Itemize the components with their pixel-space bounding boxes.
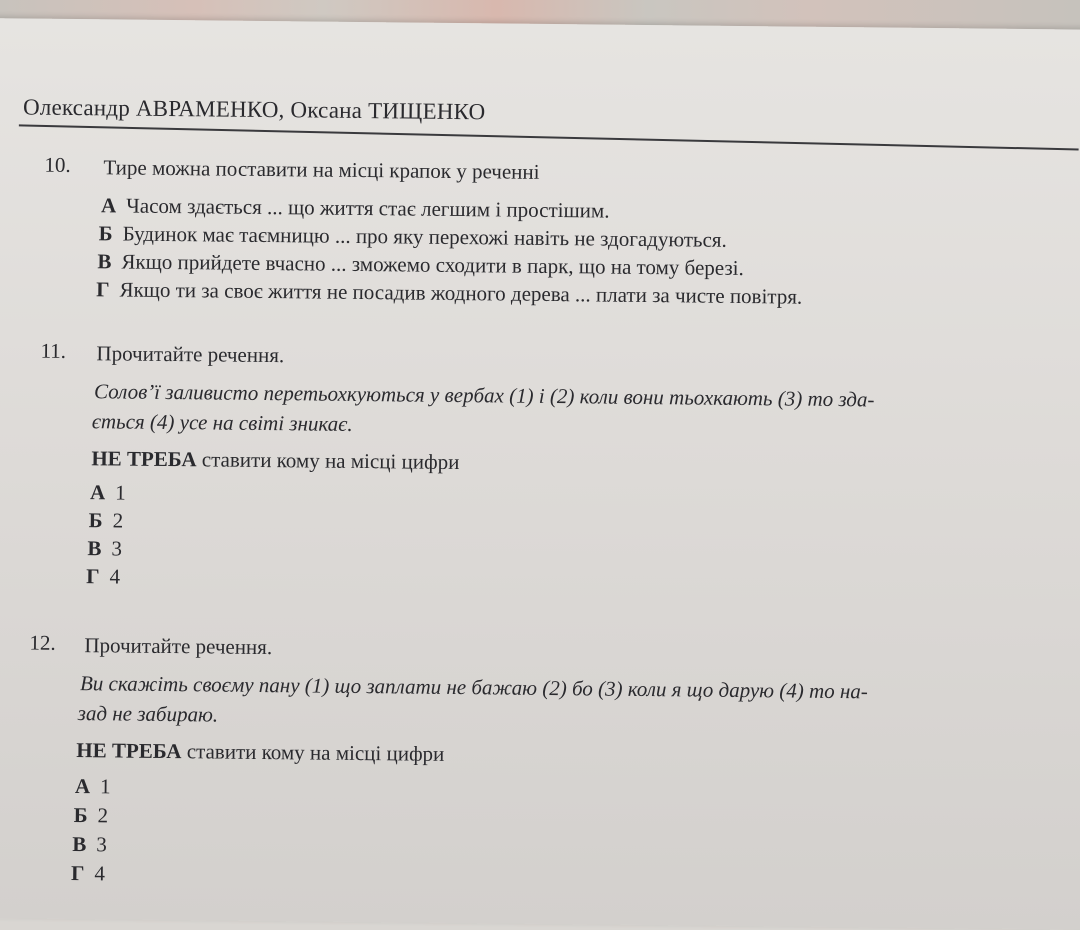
option-text: Якщо прийдете вчасно ... зможемо сходити в парк, що на тому березі. [121, 249, 744, 281]
instruction-bold: НЕ ТРЕБА [76, 738, 182, 764]
book-page [0, 18, 1080, 930]
question-11-sentence-line1: Солов’ї заливисто перетьохкуються у вербах (1) і (2) коли вони тьохкають (3) то зда- [93, 379, 875, 412]
instruction-rest: ставити кому на місці цифри [181, 739, 445, 766]
option-text: 4 [94, 861, 106, 886]
option-letter: В [97, 249, 112, 274]
option-text: Будинок має таємницю ... про яку перехожі навіть не здогадуються. [122, 221, 727, 252]
question-10-option-a [101, 193, 610, 223]
page-header-authors: Олександр АВРАМЕНКО, Оксана ТИЩЕНКО [22, 94, 486, 125]
option-text: 1 [115, 480, 126, 505]
question-10-option-c [97, 249, 744, 281]
option-letter: А [74, 774, 91, 799]
question-11-option-b [89, 508, 124, 533]
header-rule [19, 124, 1079, 150]
question-11-sentence-line2: ється (4) усе на світі зникає. [91, 409, 353, 436]
option-text: 3 [96, 832, 107, 857]
question-11-option-a [90, 480, 126, 505]
question-11-instruction [91, 446, 459, 475]
option-text: 2 [112, 508, 124, 533]
question-12-text: Прочитайте речення. [84, 633, 273, 660]
option-text: Часом здається ... що життя стає легшим і простішим. [126, 193, 610, 223]
option-letter: В [72, 832, 87, 857]
option-letter: Г [86, 564, 100, 589]
question-11-number: 11. [40, 338, 67, 363]
option-text: 1 [100, 774, 111, 799]
option-letter: Б [73, 803, 88, 828]
question-12-option-d [71, 861, 105, 886]
option-text: 4 [109, 564, 121, 589]
question-12-instruction [76, 738, 444, 767]
question-12-option-a [75, 774, 111, 799]
question-11-text: Прочитайте речення. [96, 341, 285, 368]
question-10-option-b [99, 221, 727, 253]
question-12-sentence-line1: Ви скажіть своєму пану (1) що заплати не бажаю (2) бо (3) коли я що дарую (4) то на- [79, 671, 868, 704]
question-12-sentence-line2: зад не забираю. [77, 701, 219, 727]
question-12-option-c [72, 832, 107, 857]
option-letter: А [100, 193, 117, 218]
option-letter: Б [98, 221, 113, 246]
option-letter: Г [70, 861, 85, 886]
question-12-option-b [74, 803, 109, 828]
instruction-bold: НЕ ТРЕБА [91, 446, 197, 472]
question-10-text: Тире можна поставити на місці крапок у реченні [103, 155, 540, 184]
option-letter: В [87, 536, 102, 561]
option-text: 2 [97, 803, 109, 828]
instruction-rest: ставити кому на місці цифри [196, 447, 460, 475]
question-11-option-d [86, 564, 120, 589]
option-letter: Б [88, 508, 103, 533]
question-11-option-c [87, 536, 122, 561]
question-12-number: 12. [29, 630, 56, 655]
option-letter: А [89, 480, 106, 505]
question-10-option-d [96, 277, 802, 309]
question-10-number: 10. [44, 152, 71, 177]
option-text: 3 [111, 536, 123, 561]
option-letter: Г [96, 277, 110, 302]
option-text: Якщо ти за своє життя не посадив жодного дерева ... плати за чисте повітря. [119, 277, 803, 309]
